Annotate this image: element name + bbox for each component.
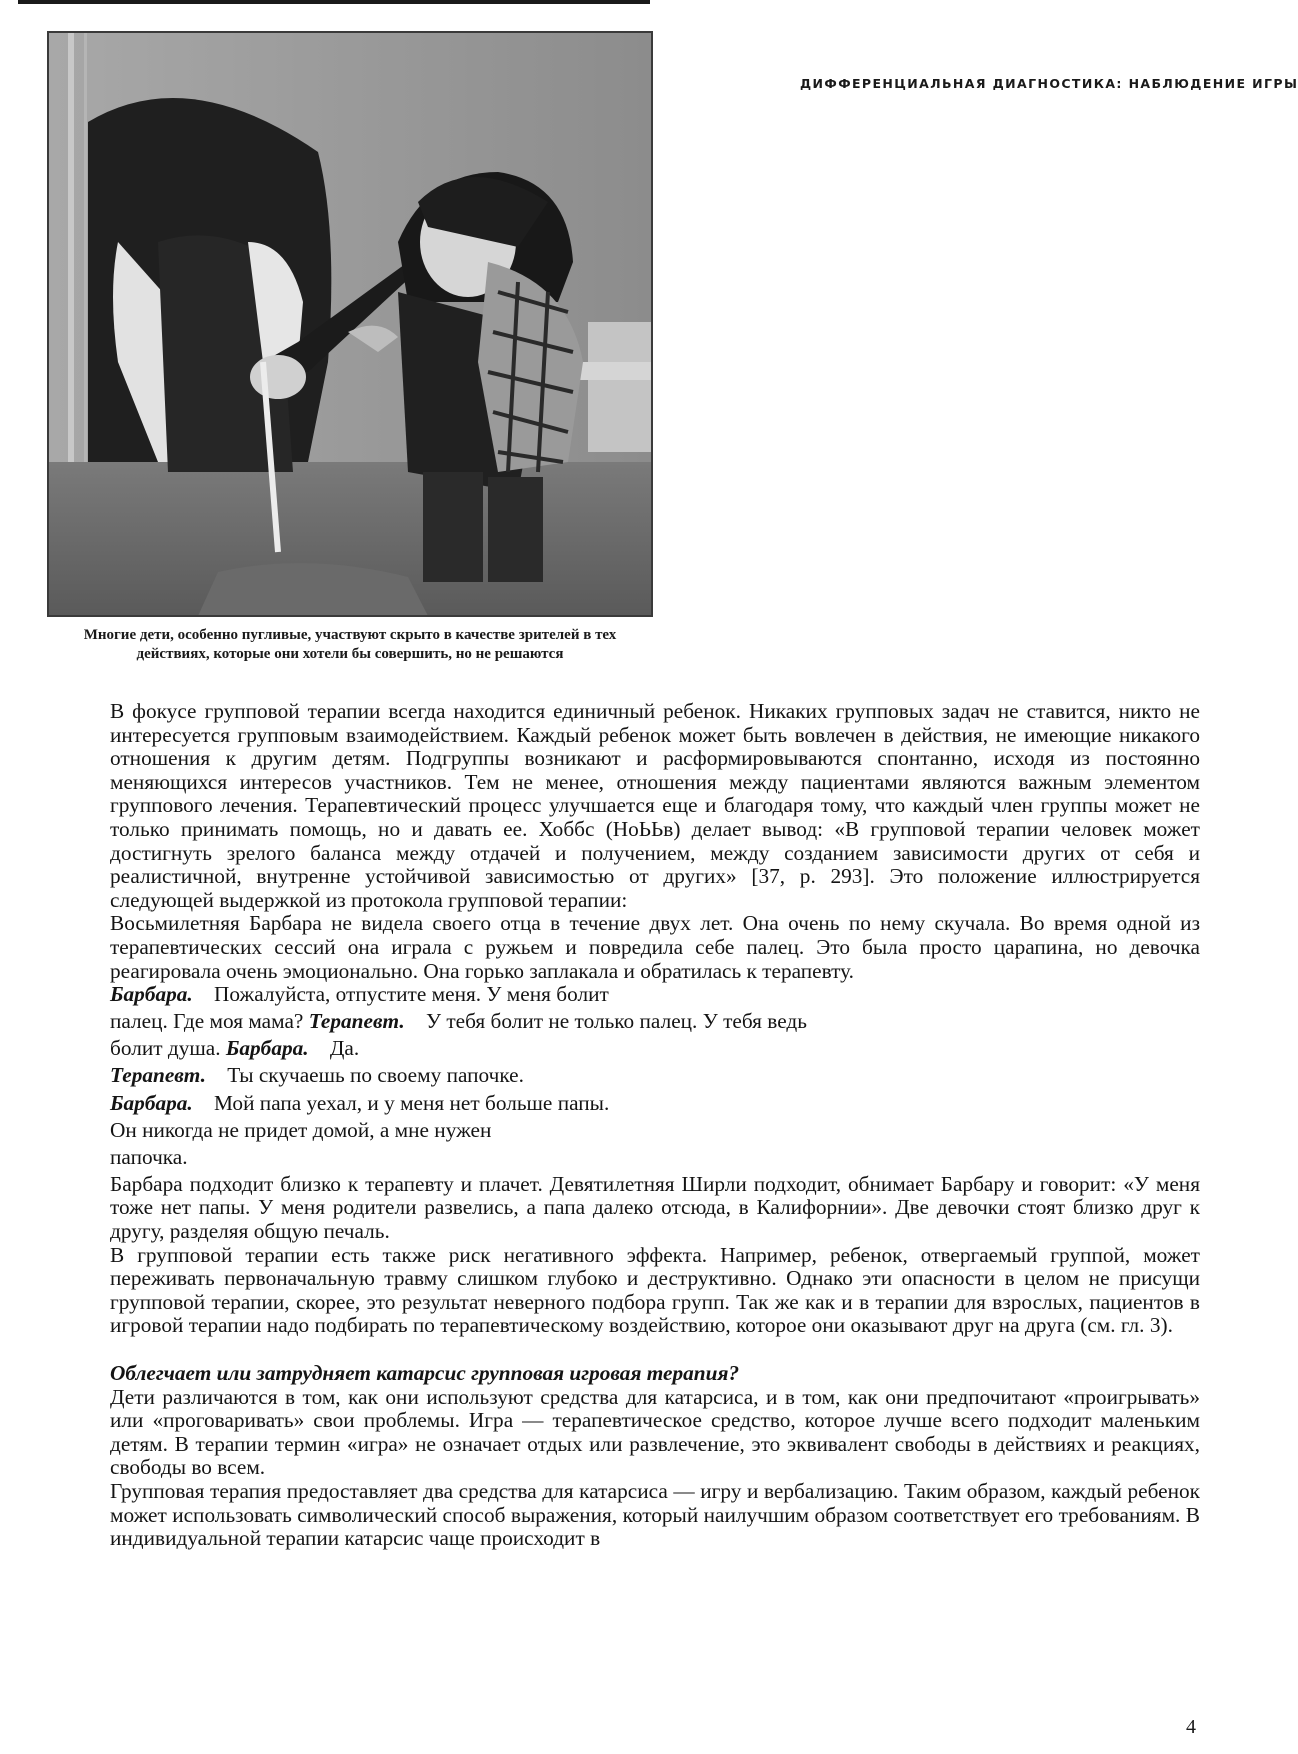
dialog-text: Да. xyxy=(329,1036,360,1061)
photo-illustration xyxy=(48,32,652,616)
dialog-line xyxy=(110,1119,1200,1143)
body-text xyxy=(110,700,1200,1551)
dialog-text: палец. Где моя мама? xyxy=(110,1009,304,1034)
top-rule xyxy=(18,0,650,4)
dialog-speaker: Барбара. xyxy=(110,982,193,1007)
paragraph-4: В групповой терапии есть также риск негативного эффекта. Например, ребенок, отвергаемый группой, может переживать первоначальную травму слишком глубоко и деструктивно. Однако эти опасности в целом не присущи групповой терапии, скорее, это результат неверного подбора групп. Так же как и в терапии для взрослых, пациентов в игровой терапии надо подбирать по терапевтическому воздействию, которое они оказывают друг на друга (см. гл. 3). xyxy=(110,1242,1200,1338)
paragraph-6: Групповая терапия предоставляет два средства для катарсиса — игру и вербализацию. Таким образом, каждый ребенок может использовать символический способ выражения, который наилучшим образом соответствует его требованиям. В индивидуальной терапии катарсис чаще происходит в xyxy=(110,1478,1200,1551)
dialog-line xyxy=(110,1037,1200,1061)
dialog-excerpt xyxy=(110,983,1200,1169)
paragraph-3: Барбара подходит близко к терапевту и плачет. Девятилетняя Ширли подходит, обнимает Барбару и говорит: «У меня тоже нет папы. У меня родители развелись, а папа далеко отсюда, в Калифорнии». Две девочки стоят близко друг к другу, разделяя общую печаль. xyxy=(110,1171,1200,1243)
dialog-line xyxy=(110,1146,1200,1170)
dialog-text: Ты скучаешь по своему папочке. xyxy=(227,1063,524,1088)
dialog-text: У тебя болит не только палец. У тебя ведь xyxy=(425,1009,807,1034)
dialog-text: Пожалуйста, отпустите меня. У меня болит xyxy=(214,982,609,1007)
paragraph-5: Дети различаются в том, как они используют средства для катарсиса, и в том, как они предпочитают «проигрывать» или «проговаривать» свои проблемы. Игра — терапевтическое средство, которое лучше всего подходит маленьким детям. В терапии термин «игра» не означает отдых или развлечение, это эквивалент свободы в действиях и реакциях, свободы во всем. xyxy=(110,1384,1200,1480)
dialog-speaker: Барбара. xyxy=(225,1036,309,1061)
dialog-line xyxy=(110,983,1200,1007)
photo-caption: Многие дети, особенно пугливые, участвуют скрыто в качестве зрителей в тех действиях, которые они хотели бы совершить, но не решаются xyxy=(83,627,617,662)
dialog-speaker: Барбара. xyxy=(110,1090,193,1115)
dialog-text: Он никогда не придет домой, а мне нужен xyxy=(110,1117,492,1142)
dialog-line xyxy=(110,1010,1200,1034)
dialog-speaker: Терапевт. xyxy=(110,1063,206,1088)
page-number: 4 xyxy=(1186,1716,1196,1738)
dialog-line xyxy=(110,1092,1200,1116)
dialog-text: болит душа. xyxy=(110,1036,221,1061)
dialog-text: Мой папа уехал, и у меня нет больше папы. xyxy=(214,1090,610,1115)
dialog-line xyxy=(110,1064,1200,1088)
running-head: ДИФФЕРЕНЦИАЛЬНАЯ ДИАГНОСТИКА: НАБЛЮДЕНИЕ ИГРЫ xyxy=(800,76,1298,91)
dialog-text: папочка. xyxy=(110,1144,188,1169)
section-heading: Облегчает или затрудняет катарсис групповая игровая терапия? xyxy=(110,1360,740,1385)
paragraph-2: Восьмилетняя Барбара не видела своего отца в течение двух лет. Она очень по нему скучала. Во время одной из терапевтических сессий она играла с ружьем и повредила себе палец. Это была просто царапина, но девочка реагировала очень эмоционально. Она горько заплакала и обратилась к терапевту. xyxy=(110,911,1200,983)
paragraph-1: В фокусе групповой терапии всегда находится единичный ребенок. Никаких групповых задач не ставится, никто не интересуется групповым взаимодействием. Каждый ребенок может быть вовлечен в действия, не имеющие никакого отношения к другим детям. Подгруппы возникают и расформировываются спонтанно, исходя из постоянно меняющихся интересов участников. Тем не менее, отношения между пациентами являются важным элементом группового лечения. Терапевтический процесс улучшается еще и благодаря тому, что каждый член группы может не только принимать помощь, но и давать ее. Хоббс (НоЬЬв) делает вывод: «В групповой терапии человек может достигнуть зрелого баланса между отдачей и получением, между созданием зависимости других от себя и реалистичной, внутренне устойчивой зависимостью от других» [37, р. 293]. Это положение иллюстрируется следующей выдержкой из протокола групповой терапии: xyxy=(110,699,1200,912)
photo-children-playing xyxy=(48,32,652,616)
dialog-speaker: Терапевт. xyxy=(308,1009,405,1034)
